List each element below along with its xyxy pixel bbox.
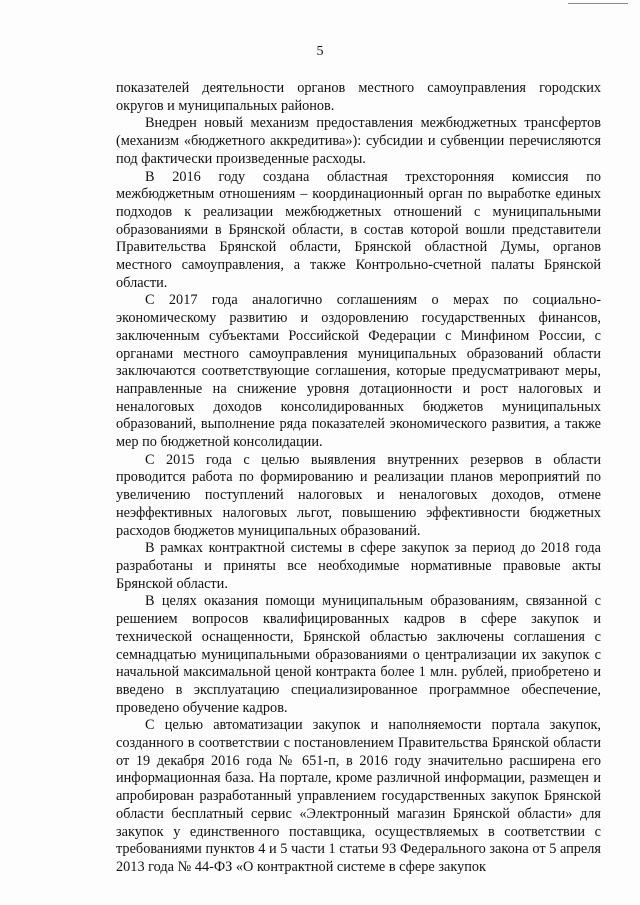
paragraph: С 2015 года с целью выявления внутренних резервов в области проводится работа по формированию и реализации планов мероприятий по увеличению поступлений налоговых и неналоговых доходов, отмене неэффективных налоговых льгот, повышению эффективности бюджетных расходов бюджетов муниципальных образований.: [116, 451, 601, 539]
paragraph: В рамках контрактной системы в сфере закупок за период до 2018 года разработаны и приняты все необходимые нормативные правовые акты Брянской области.: [116, 540, 601, 592]
paragraph: Внедрен новый механизм предоставления межбюджетных трансфертов (механизм «бюджетного аккредитива»): субсидии и субвенции перечисляются под фактически произведенные расходы.: [116, 115, 601, 167]
scan-edge-line: [568, 3, 628, 4]
page-number: 5: [316, 44, 324, 59]
body-text: [116, 80, 601, 877]
paragraph: С 2017 года аналогично соглашениям о мерах по социально-экономическому развитию и оздоровлению государственных финансов, заключенным субъектами Российской Федерации с Минфином России, с органами местного самоуправления муниципальных образований области заключаются соответствующие соглашения, которые предусматривают меры, направленные на снижение уровня дотационности и рост налоговых и неналоговых доходов консолидированных бюджетов муниципальных образований, выполнение ряда показателей экономического развития, а также мер по бюджетной консолидации.: [116, 292, 601, 451]
paragraph: показателей деятельности органов местного самоуправления городских округов и муниципальных районов.: [116, 80, 601, 114]
paragraph: С целью автоматизации закупок и наполняемости портала закупок, созданного в соответствии с постановлением Правительства Брянской области от 19 декабря 2016 года № 651-п, в 2016 году значительно расширена его информационная база. На портале, кроме различной информации, размещен и апробирован разработанный управлением государственных закупок Брянской области бесплатный сервис «Электронный магазин Брянской области» для закупок у единственного поставщика, осуществляемых в соответствии с требованиями пунктов 4 и 5 части 1 статьи 93 Федерального закона от 5 апреля 2013 года № 44-ФЗ «О контрактной системе в сфере закупок: [116, 717, 601, 875]
paragraph: В 2016 году создана областная трехсторонняя комиссия по межбюджетным отношениям – координационный орган по выработке единых подходов к реализации межбюджетных отношений с муниципальными образованиями в Брянской области, в состав которой вошли представители Правительства Брянской области, Брянской областной Думы, органов местного самоуправления, а также Контрольно-счетной палаты Брянской области.: [116, 168, 601, 291]
paragraph: В целях оказания помощи муниципальным образованиям, связанной с решением вопросов квалифицированных кадров в сфере закупок и технической оснащенности, Брянской областью заключены соглашения с семнадцатью муниципальными образованиями о централизации их закупок с начальной максимальной ценой контракта более 1 млн. рублей, приобретено и введено в эксплуатацию специализированное программное обеспечение, проведено обучение кадров.: [116, 593, 601, 716]
